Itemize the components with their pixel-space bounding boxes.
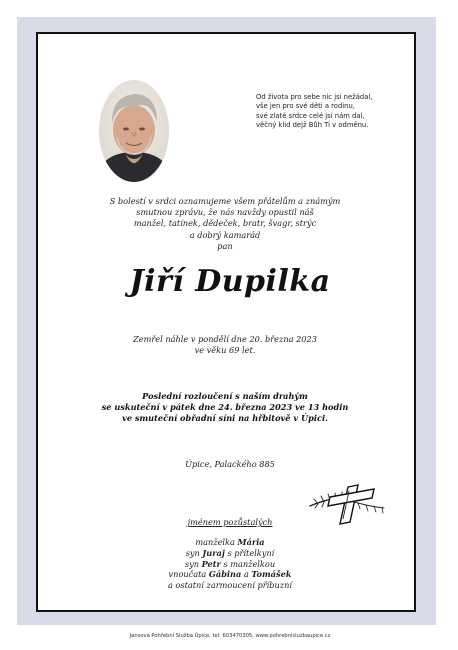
mourner-name: Petr <box>201 558 221 569</box>
poem-line: své zlaté srdce celé jsi nám dal, <box>256 111 365 120</box>
mourner-row <box>110 537 350 548</box>
mourner-row <box>110 569 350 580</box>
mourner-suffix: s manželkou <box>220 558 276 569</box>
announcement-line: manžel, tatínek, dědeček, bratr, švagr, strýc <box>133 218 317 229</box>
mourner-suffix: s přítelkyní <box>224 547 275 558</box>
death-age-line: ve věku 69 let. <box>194 345 256 356</box>
mourner-name: Mária <box>237 537 265 547</box>
death-date-line: Zemřel náhle v pondělí dne 20. března 2023 <box>133 334 317 344</box>
deceased-name: Jiří Dupilka <box>129 264 331 299</box>
funeral-service-footer: Jansova Pohřební Služba Úpice, tel: 603470305, www.pohrebnisluzbaupice.cz <box>129 633 331 639</box>
mourner-relation: syn <box>185 547 203 558</box>
announcement-line: smutnou zprávu, že nás navždy opustil náš <box>136 207 314 218</box>
mourner-relation: vnoučata <box>168 569 209 580</box>
funeral-line: Poslední rozloučení s naším drahým <box>142 391 308 401</box>
announcement <box>90 196 360 252</box>
mourner-row <box>110 548 350 559</box>
mourner-name: Juraj <box>202 547 225 558</box>
mourners-list <box>110 537 350 591</box>
announcement-line: pan <box>217 240 233 251</box>
funeral-line: se uskuteční v pátek dne 24. března 2023 ve 13 hodin <box>101 402 349 413</box>
mourners-heading-text: jménem pozůstalých <box>187 517 273 527</box>
mourner-row <box>110 580 350 591</box>
funeral-line: ve smuteční obřadní síni na hřbitově v Úpici. <box>122 413 328 424</box>
mourner-relation: syn <box>184 558 202 569</box>
mourners-heading <box>130 517 330 528</box>
mourner-conjunction: a <box>241 569 252 580</box>
poem <box>256 93 396 131</box>
portrait-photo <box>99 80 169 182</box>
poem-line: Od života pro sebe nic jsi nežádal, <box>256 93 373 101</box>
poem-line: vše jen pro své děti a rodinu, <box>256 102 355 111</box>
mourner-relation: a ostatní zarmoucení příbuzní <box>167 580 293 591</box>
death-notice <box>90 334 360 356</box>
funeral-info <box>70 391 380 425</box>
announcement-line: S bolestí v srdci oznamujeme všem přátelům a známým <box>109 196 341 206</box>
family-address: Úpice, Palackého 885 <box>185 459 275 469</box>
mourner-row <box>110 559 350 570</box>
mourner-name: Gábina <box>208 569 242 580</box>
announcement-line: a dobrý kamarád <box>189 229 261 240</box>
mourner-relation: manželka <box>195 537 238 547</box>
poem-line: věčný klid dejž Bůh Ti v odměnu. <box>256 121 369 130</box>
mourner-name: Tomášek <box>251 569 292 580</box>
